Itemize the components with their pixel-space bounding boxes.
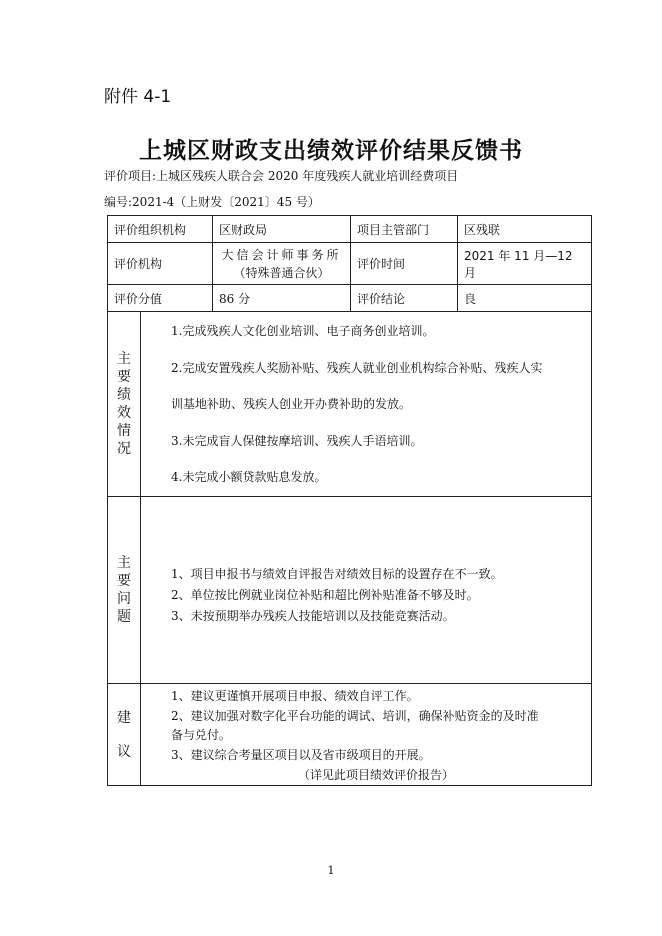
- document-title: 上城区财政支出绩效评价结果反馈书: [139, 138, 523, 164]
- suggestion-item: 1、建议更谨慎开展项目申报、绩效自评工作。: [171, 689, 419, 703]
- score-label: 评价分值: [108, 285, 213, 312]
- score-value: 86 分: [213, 285, 351, 312]
- document-number: 编号:2021-4（上财发〔2021〕45 号）: [104, 195, 320, 209]
- attachment-label: 附件 4-1: [104, 87, 172, 107]
- suggestion-item: 3、建议综合考量区项目以及省市级项目的开展。: [171, 748, 431, 762]
- problem-item: 2、单位按比例就业岗位补贴和超比例补贴准备不够及时。: [171, 588, 479, 602]
- suggestions-label-char: 建: [117, 709, 131, 726]
- performance-label-char: 情: [117, 423, 131, 439]
- conclusion-label: 评价结论: [351, 285, 458, 312]
- performance-item: 4.未完成小额贷款贴息发放。: [171, 470, 327, 484]
- agency-value: [213, 243, 351, 285]
- performance-label: [108, 312, 141, 497]
- table-row-performance: [108, 312, 592, 497]
- time-value: 2021 年 11 月—12 月: [458, 243, 592, 285]
- org-value: 区财政局: [213, 216, 351, 243]
- org-label: 评价组织机构: [108, 216, 213, 243]
- table-row-agency: [108, 243, 592, 285]
- table-row-problems: [108, 497, 592, 684]
- table-row-organization: [108, 216, 592, 243]
- problem-item: 3、未按预期举办残疾人技能培训以及技能竞赛活动。: [171, 609, 455, 623]
- suggestions-label: [108, 684, 141, 786]
- suggestions-content: [141, 684, 592, 786]
- performance-content: [141, 312, 592, 497]
- evaluation-project: 评价项目:上城区残疾人联合会 2020 年度残疾人就业培训经费项目: [104, 169, 459, 183]
- table-row-suggestions: [108, 684, 592, 786]
- agency-type: （特殊普通合伙）: [233, 265, 330, 280]
- performance-label-char: 效: [117, 405, 131, 421]
- problems-content: [141, 497, 592, 684]
- conclusion-value: 良: [458, 285, 592, 312]
- time-label: 评价时间: [351, 243, 458, 285]
- problems-label-char: 要: [117, 573, 131, 589]
- problems-label: [108, 497, 141, 684]
- suggestion-note: （详见此项目绩效评价报告）: [298, 768, 455, 782]
- performance-label-char: 绩: [117, 387, 131, 403]
- performance-item: 3.未完成盲人保健按摩培训、残疾人手语培训。: [171, 434, 423, 448]
- feedback-table: [107, 215, 592, 786]
- problems-label-char: 问: [117, 591, 131, 607]
- suggestion-item: 2、建议加强对数字化平台功能的调试、培训，确保补贴资金的及时准: [171, 709, 539, 723]
- performance-item: 2.完成安置残疾人奖励补贴、残疾人就业创业机构综合补贴、残疾人实: [171, 361, 543, 375]
- problem-item: 1、项目申报书与绩效自评报告对绩效目标的设置存在不一致。: [171, 567, 503, 581]
- performance-label-char: 要: [117, 369, 131, 385]
- performance-label-char: 况: [117, 441, 131, 457]
- problems-label-char: 主: [117, 555, 131, 571]
- page-number: 1: [327, 864, 335, 877]
- performance-item: 训基地补助、残疾人创业开办费补助的发放。: [171, 397, 412, 411]
- dept-label: 项目主管部门: [351, 216, 458, 243]
- table-row-score: [108, 285, 592, 312]
- performance-item: 1.完成残疾人文化创业培训、电子商务创业培训。: [171, 324, 435, 338]
- agency-name: 大信会计师事务所: [221, 247, 342, 262]
- suggestions-label-char: 议: [117, 743, 131, 760]
- performance-label-char: 主: [117, 351, 131, 367]
- dept-value: 区残联: [458, 216, 592, 243]
- agency-label: 评价机构: [108, 243, 213, 285]
- problems-label-char: 题: [117, 609, 131, 625]
- suggestion-item: 备与兑付。: [171, 728, 232, 742]
